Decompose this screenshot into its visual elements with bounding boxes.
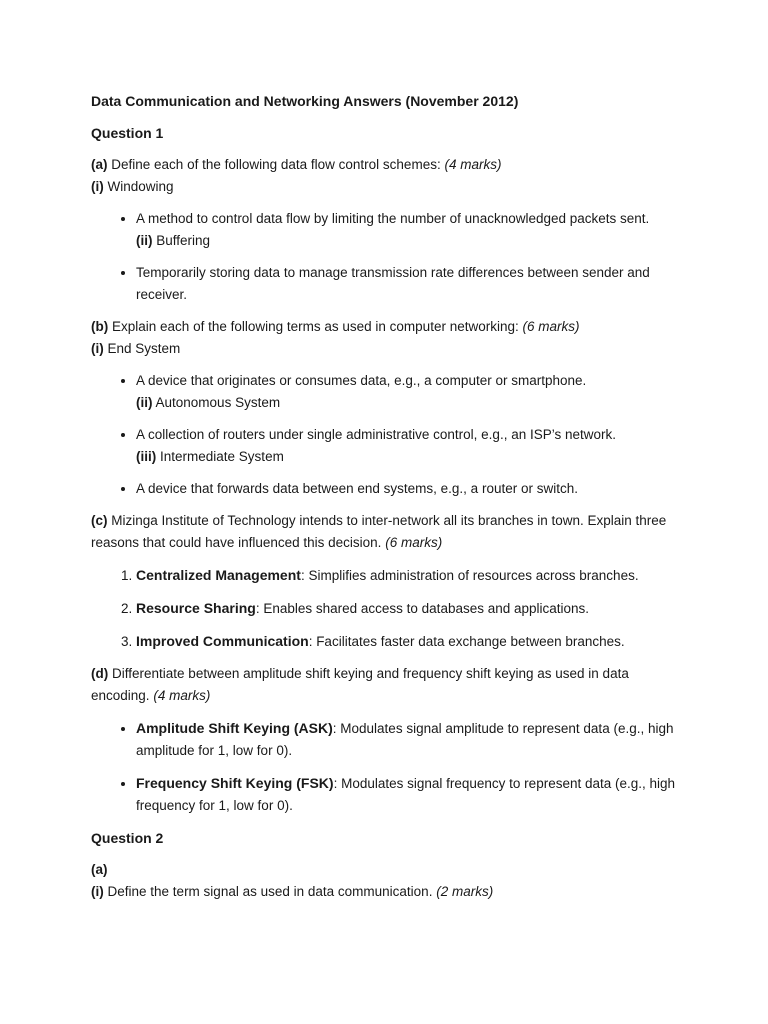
q1d-desc-2: : Modulates signal frequency to represent data (e.g., high frequency for 1, low for 0). — [136, 776, 676, 813]
q2a-i-marks: (2 marks) — [436, 884, 494, 899]
q1c-label: (c) — [91, 513, 108, 528]
q1b-marks: (6 marks) — [522, 319, 580, 334]
q1b-bullet-1: A device that originates or consumes data, e.g., a computer or smartphone. — [136, 373, 587, 388]
document-title: Data Communication and Networking Answers (November 2012) — [91, 93, 519, 109]
q1b-prompt — [91, 316, 681, 360]
q1b-bullet-2: A collection of routers under single administrative control, e.g., an ISP’s network. — [136, 427, 616, 442]
question-2-heading: Question 2 — [91, 830, 164, 846]
q1a-i-label: (i) — [91, 179, 104, 194]
q1a-ii-text: Buffering — [156, 233, 211, 248]
q1b-ii — [136, 392, 681, 414]
q1d-desc-1: : Modulates signal amplitude to represent data (e.g., high amplitude for 1, low for 0). — [136, 721, 674, 758]
q1a-ii — [136, 230, 681, 252]
q1b-iii-label: (iii) — [136, 449, 157, 464]
q1d-marks: (4 marks) — [153, 688, 211, 703]
q1b-ii-label: (ii) — [136, 395, 153, 410]
q1a-marks: (4 marks) — [444, 157, 502, 172]
q1c-desc-1: : Simplifies administration of resources across branches. — [300, 568, 639, 583]
q1a-ii-label: (ii) — [136, 233, 153, 248]
q1d-prompt — [91, 663, 681, 707]
q1a-prompt — [91, 154, 681, 198]
list-item — [136, 597, 681, 620]
q1c-term-1: Centralized Management — [136, 567, 301, 583]
q1a-i-text: Windowing — [107, 179, 174, 194]
q1a-list — [91, 208, 681, 306]
q1c-desc-2: : Enables shared access to databases and applications. — [255, 601, 590, 616]
q1d-text: Differentiate between amplitude shift keying and frequency shift keying as used in data encoding. — [91, 666, 629, 703]
q2a-label: (a) — [91, 862, 108, 877]
document-body — [91, 90, 681, 913]
list-item — [136, 370, 681, 414]
q1c-list — [91, 564, 681, 653]
q1b-bullet-3: A device that forwards data between end systems, e.g., a router or switch. — [136, 481, 578, 496]
list-item — [136, 262, 681, 306]
list-item — [136, 478, 681, 500]
q1a-bullet-2: Temporarily storing data to manage transmission rate differences between sender and receiver. — [136, 265, 650, 302]
list-item — [136, 208, 681, 252]
q1c-prompt — [91, 510, 681, 554]
q1c-marks: (6 marks) — [385, 535, 443, 550]
q1b-label: (b) — [91, 319, 109, 334]
question-1-heading: Question 1 — [91, 125, 164, 141]
q1c-text: Mizinga Institute of Technology intends to inter-network all its branches in town. Explain three reasons that could have influenced this decision. — [91, 513, 667, 550]
q1a-bullet-1: A method to control data flow by limiting the number of unacknowledged packets sent. — [136, 211, 650, 226]
q1b-ii-text: Autonomous System — [155, 395, 281, 410]
q1a-text: Define each of the following data flow control schemes: — [111, 157, 441, 172]
q2a-prompt — [91, 859, 681, 903]
q1b-text: Explain each of the following terms as used in computer networking: — [112, 319, 519, 334]
list-item — [136, 717, 681, 762]
list-item — [136, 772, 681, 817]
q1c-term-3: Improved Communication — [136, 633, 309, 649]
q1b-list — [91, 370, 681, 500]
q1b-i-text: End System — [107, 341, 181, 356]
list-item — [136, 424, 681, 468]
q1b-iii-text: Intermediate System — [160, 449, 284, 464]
q2a-i-text: Define the term signal as used in data communication. — [107, 884, 433, 899]
q2a-i-label: (i) — [91, 884, 104, 899]
q1d-term-2: Frequency Shift Keying (FSK) — [136, 775, 334, 791]
q1b-i-label: (i) — [91, 341, 104, 356]
q1d-term-1: Amplitude Shift Keying (ASK) — [136, 720, 333, 736]
q1d-label: (d) — [91, 666, 109, 681]
q1d-list — [91, 717, 681, 817]
q1c-desc-3: : Facilitates faster data exchange between branches. — [308, 634, 625, 649]
q1c-term-2: Resource Sharing — [136, 600, 256, 616]
q1a-label: (a) — [91, 157, 108, 172]
list-item — [136, 630, 681, 653]
q1b-iii — [136, 446, 681, 468]
list-item — [136, 564, 681, 587]
